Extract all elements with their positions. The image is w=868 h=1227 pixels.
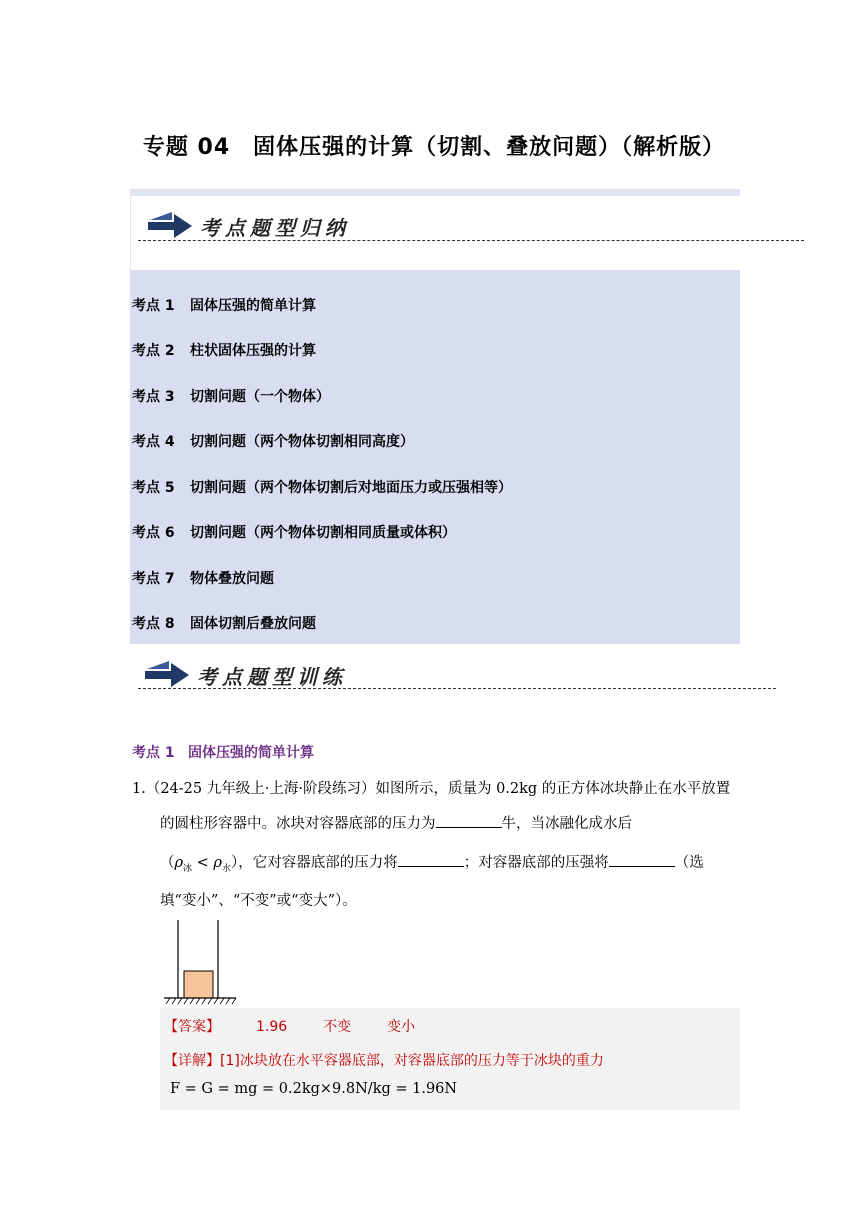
ice-container-figure (160, 918, 240, 1006)
toc-item: 考点 3 切割问题（一个物体） (132, 389, 330, 405)
question-line: 的圆柱形容器中。冰块对容器底部的压力为 牛，当冰融化成水后 (160, 812, 632, 833)
banner-practice (145, 655, 347, 695)
question-line: 填“变小”、“不变”或“变大”）。 (160, 893, 357, 909)
toc-item: 考点 6 切割问题（两个物体切割相同质量或体积） (132, 525, 456, 541)
answer-blank (398, 852, 464, 867)
detail-line: 【详解】[1]冰块放在水平容器底部，对容器底部的压力等于冰块的重力 (164, 1053, 604, 1069)
toc-panel (130, 270, 740, 644)
section-bar (130, 189, 740, 196)
section-heading: 考点 1 固体压强的简单计算 (132, 745, 314, 761)
toc-item: 考点 8 固体切割后叠放问题 (132, 616, 316, 632)
banner-summary-text: 考点题型归纳 (200, 215, 350, 240)
toc-item: 考点 1 固体压强的简单计算 (132, 298, 316, 314)
toc-item: 考点 4 切割问题（两个物体切割相同高度） (132, 434, 414, 450)
answer-blank (436, 813, 502, 828)
toc-item: 考点 5 切割问题（两个物体切割后对地面压力或压强相等） (132, 480, 512, 496)
toc-item: 考点 2 柱状固体压强的计算 (132, 343, 316, 359)
answer-blank (609, 852, 675, 867)
dashed-divider (138, 240, 804, 241)
question-line: 1.（24-25 九年级上·上海·阶段练习）如图所示，质量为 0.2kg 的正方体冰块静止在水平放置 (132, 781, 731, 797)
dashed-divider (138, 688, 776, 689)
answer-line: 【答案】 1.96 不变 变小 (164, 1019, 416, 1035)
question-line: $(\rho_冰 < \rho_水)$，它对容器底部的压力将 ；对容器底部的压强将 （选 (160, 851, 704, 874)
banner-practice-text: 考点题型训练 (197, 664, 347, 689)
formula: F = G = mg = 0.2kg×9.8N/kg = 1.96N (170, 1081, 458, 1097)
arrow-right-icon (148, 211, 194, 241)
toc-item: 考点 7 物体叠放问题 (132, 571, 274, 587)
arrow-right-icon (145, 660, 191, 690)
document-title: 专题 04 固体压强的计算（切割、叠放问题）（解析版） (142, 135, 726, 160)
